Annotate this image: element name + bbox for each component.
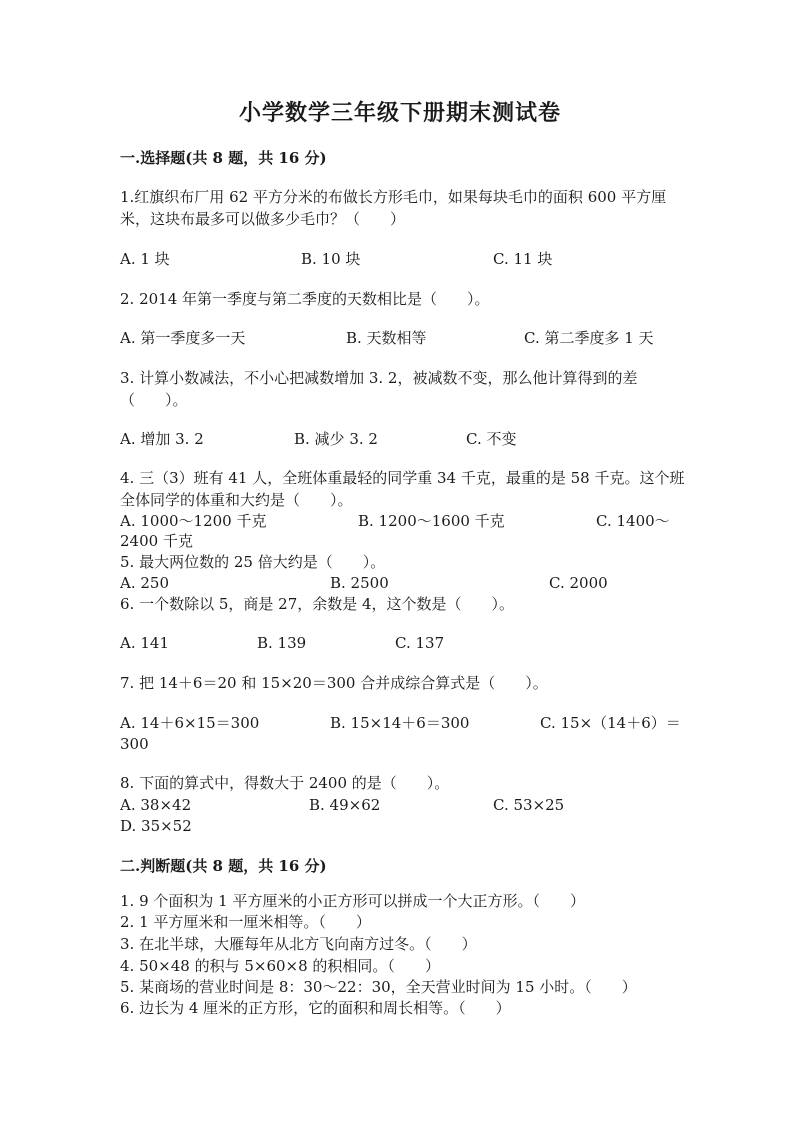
q3-option-c: C. 不变	[466, 430, 517, 448]
q6-option-a: A. 141	[120, 634, 169, 652]
q4-option-c-cont: 2400 千克	[120, 532, 193, 550]
question-4: 4. 三（3）班有 41 人，全班体重最轻的同学重 34 千克，最重的是 58 千克。这个班全体同学的体重和大约是（ ）。	[120, 469, 685, 509]
section-heading-choice: 一.选择题(共 8 题，共 16 分)	[120, 149, 327, 167]
q8-option-d: D. 35×52	[120, 817, 192, 835]
q8-option-a: A. 38×42	[120, 796, 192, 814]
q4-option-b: B. 1200～1600 千克	[358, 512, 505, 530]
judgement-6: 6. 边长为 4 厘米的正方形，它的面积和周长相等。（ ）	[120, 999, 511, 1017]
question-6: 6. 一个数除以 5，商是 27，余数是 4，这个数是（ ）。	[120, 595, 515, 613]
q5-option-b: B. 2500	[330, 574, 389, 592]
q6-option-b: B. 139	[257, 634, 307, 652]
q1-option-b: B. 10 块	[301, 250, 361, 268]
q8-option-c: C. 53×25	[493, 796, 565, 814]
q1-option-c: C. 11 块	[493, 250, 553, 268]
q2-option-c: C. 第二季度多 1 天	[524, 329, 654, 347]
judgement-5: 5. 某商场的营业时间是 8：30～22：30，全天营业时间为 15 小时。（ ）	[120, 978, 637, 996]
question-8: 8. 下面的算式中，得数大于 2400 的是（ ）。	[120, 774, 450, 792]
q3-option-a: A. 增加 3. 2	[120, 430, 204, 448]
q2-option-b: B. 天数相等	[346, 329, 427, 347]
question-2: 2. 2014 年第一季度与第二季度的天数相比是（ ）。	[120, 290, 490, 308]
judgement-3: 3. 在北半球，大雁每年从北方飞向南方过冬。（ ）	[120, 935, 477, 953]
question-3: 3. 计算小数减法，不小心把减数增加 3. 2，被减数不变，那么他计算得到的差（ ）。	[120, 369, 638, 409]
q4-option-a: A. 1000～1200 千克	[120, 512, 267, 530]
q7-option-a: A. 14＋6×15＝300	[120, 714, 260, 732]
question-7: 7. 把 14＋6＝20 和 15×20＝300 合并成综合算式是（ ）。	[120, 674, 548, 692]
judgement-4: 4. 50×48 的积与 5×60×8 的积相同。（ ）	[120, 957, 440, 975]
q2-option-a: A. 第一季度多一天	[120, 329, 246, 347]
question-1: 1.红旗织布厂用 62 平方分米的布做长方形毛巾，如果每块毛巾的面积 600 平方厘米，这块布最多可以做多少毛巾？（ ）	[120, 188, 667, 228]
section-heading-judge: 二.判断题(共 8 题，共 16 分)	[120, 857, 327, 875]
question-5: 5. 最大两位数的 25 倍大约是（ ）。	[120, 553, 386, 571]
q5-option-c: C. 2000	[549, 574, 608, 592]
q7-option-c-cont: 300	[120, 735, 149, 753]
q3-option-b: B. 减少 3. 2	[294, 430, 378, 448]
judgement-1: 1. 9 个面积为 1 平方厘米的小正方形可以拼成一个大正方形。（ ）	[120, 892, 585, 910]
q7-option-c: C. 15×（14＋6）＝	[540, 714, 681, 732]
q4-option-c: C. 1400～	[596, 512, 670, 530]
q8-option-b: B. 49×62	[309, 796, 381, 814]
page-title: 小学数学三年级下册期末测试卷	[238, 100, 561, 126]
q6-option-c: C. 137	[395, 634, 445, 652]
q5-option-a: A. 250	[120, 574, 169, 592]
q1-option-a: A. 1 块	[120, 250, 170, 268]
judgement-2: 2. 1 平方厘米和一厘米相等。（ ）	[120, 913, 371, 931]
q7-option-b: B. 15×14＋6＝300	[330, 714, 470, 732]
